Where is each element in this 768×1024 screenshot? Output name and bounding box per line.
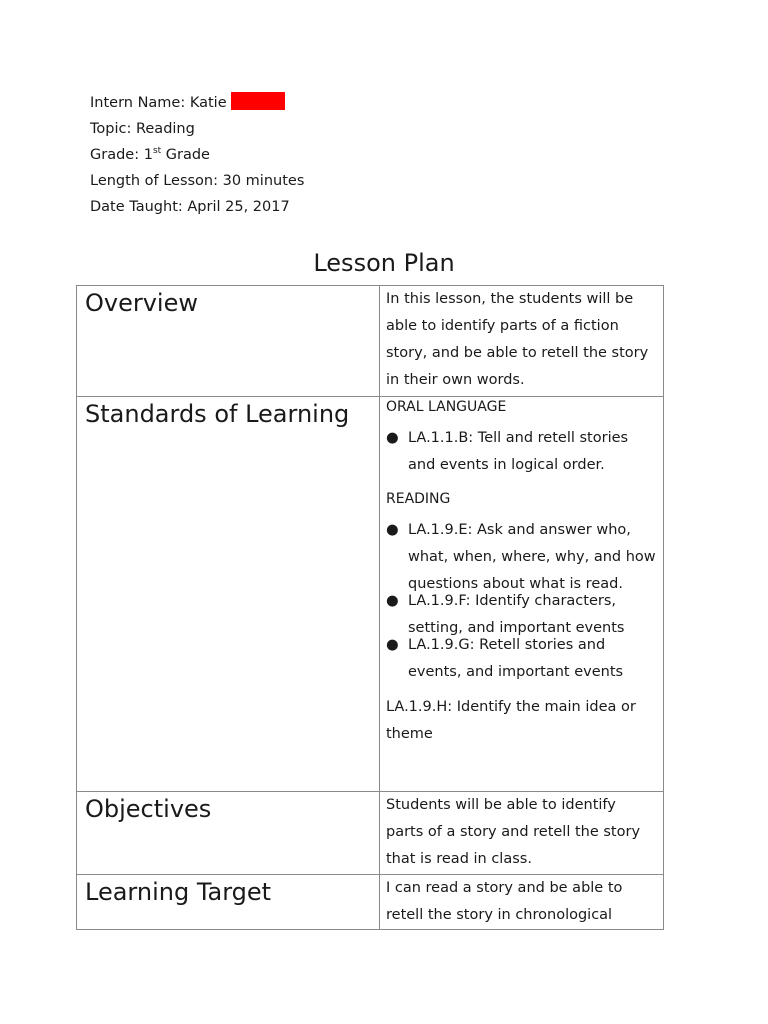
table-row [77,875,664,930]
reading-heading: READING [386,491,451,507]
learning-target-text: I can read a story and be able to retell the story in chronological [386,880,623,923]
standard-text: LA.1.1.B: Tell and retell stories and events in logical order. [408,430,629,473]
standards-content [380,397,664,792]
standard-extra-text: LA.1.9.H: Identify the main idea or theme [386,699,636,742]
oral-language-heading: ORAL LANGUAGE [386,399,507,415]
table-row [77,792,664,875]
grade-suffix: Grade [161,147,210,163]
intern-name: Intern Name: Katie [90,95,227,111]
intern-info [90,90,304,220]
redaction-box [231,92,285,110]
grade-superscript: st [152,146,162,156]
lesson-plan-table [76,285,664,930]
lesson-length-line: Length of Lesson: 30 minutes [90,173,305,189]
learning-target-content [380,875,664,930]
overview-text: In this lesson, the students will be able to identify parts of a fiction story, and be able to retell the story in their own words. [386,291,649,388]
bullet-icon: ● [386,637,399,653]
reading-list [386,517,657,686]
table-row [77,397,664,792]
objectives-text: Students will be able to identify parts of a story and retell the story that is read in class. [386,797,641,867]
learning-target-label: Learning Target [77,875,380,930]
oral-language-list [386,425,657,479]
objectives-content [380,792,664,875]
grade-prefix: Grade: 1 [90,147,153,163]
list-item [386,425,657,479]
bullet-icon: ● [386,593,399,609]
standards-label: Standards of Learning [77,397,380,792]
bullet-icon: ● [386,430,399,446]
standard-text: LA.1.9.F: Identify characters, setting, and important events [408,593,625,636]
objectives-label: Objectives [77,792,380,875]
overview-label: Overview [77,286,380,397]
standard-text: LA.1.9.E: Ask and answer who, what, when, where, why, and how questions about what is read. [408,522,656,592]
grade-line [90,142,304,168]
intern-name-line [90,90,304,116]
list-item [386,517,657,598]
date-taught-line: Date Taught: April 25, 2017 [90,199,290,215]
topic-line: Topic: Reading [90,121,195,137]
table-row [77,286,664,397]
overview-content [380,286,664,397]
standard-text: LA.1.9.G: Retell stories and events, and important events [408,637,624,680]
list-item [386,632,657,686]
bullet-icon: ● [386,522,399,538]
page-title: Lesson Plan [313,249,455,277]
